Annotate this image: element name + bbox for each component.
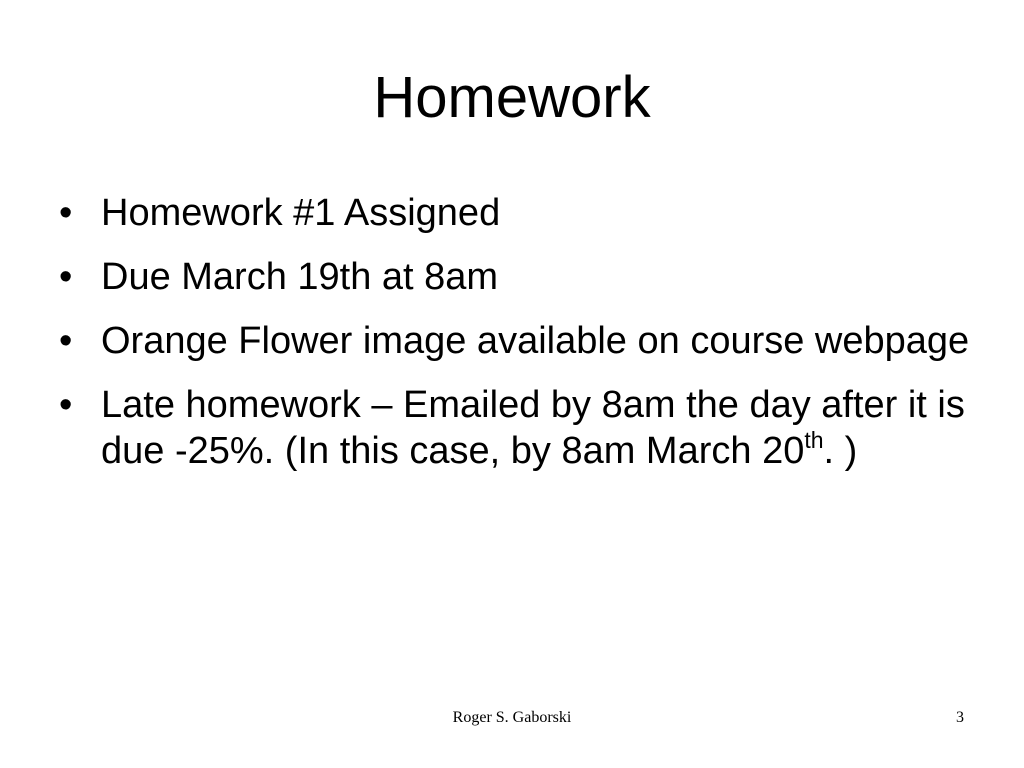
bullet-text bbox=[101, 384, 965, 472]
bullet-list bbox=[56, 190, 976, 492]
bullet-item bbox=[56, 254, 976, 300]
slide-title: Homework bbox=[373, 65, 651, 130]
bullet-text: Due March 19th at 8am bbox=[101, 256, 499, 298]
bullet-item bbox=[56, 190, 976, 236]
bullet-text: Homework #1 Assigned bbox=[101, 192, 501, 234]
bullet-text-main: Late homework – Emailed by 8am the day after it is due -25%. (In this case, by 8am March 20 bbox=[101, 384, 965, 472]
bullet-symbol: • bbox=[59, 192, 73, 234]
bullet-symbol: • bbox=[59, 320, 73, 362]
bullet-symbol: • bbox=[59, 384, 73, 426]
footer-author: Roger S. Gaborski bbox=[452, 709, 572, 726]
ordinal-superscript: th bbox=[804, 427, 824, 454]
footer-page-number: 3 bbox=[956, 709, 964, 726]
bullet-text-end: . ) bbox=[823, 430, 858, 472]
bullet-symbol: • bbox=[59, 256, 73, 298]
bullet-item bbox=[56, 318, 976, 364]
bullet-text: Orange Flower image available on course webpage bbox=[101, 320, 970, 362]
bullet-item bbox=[56, 382, 976, 474]
